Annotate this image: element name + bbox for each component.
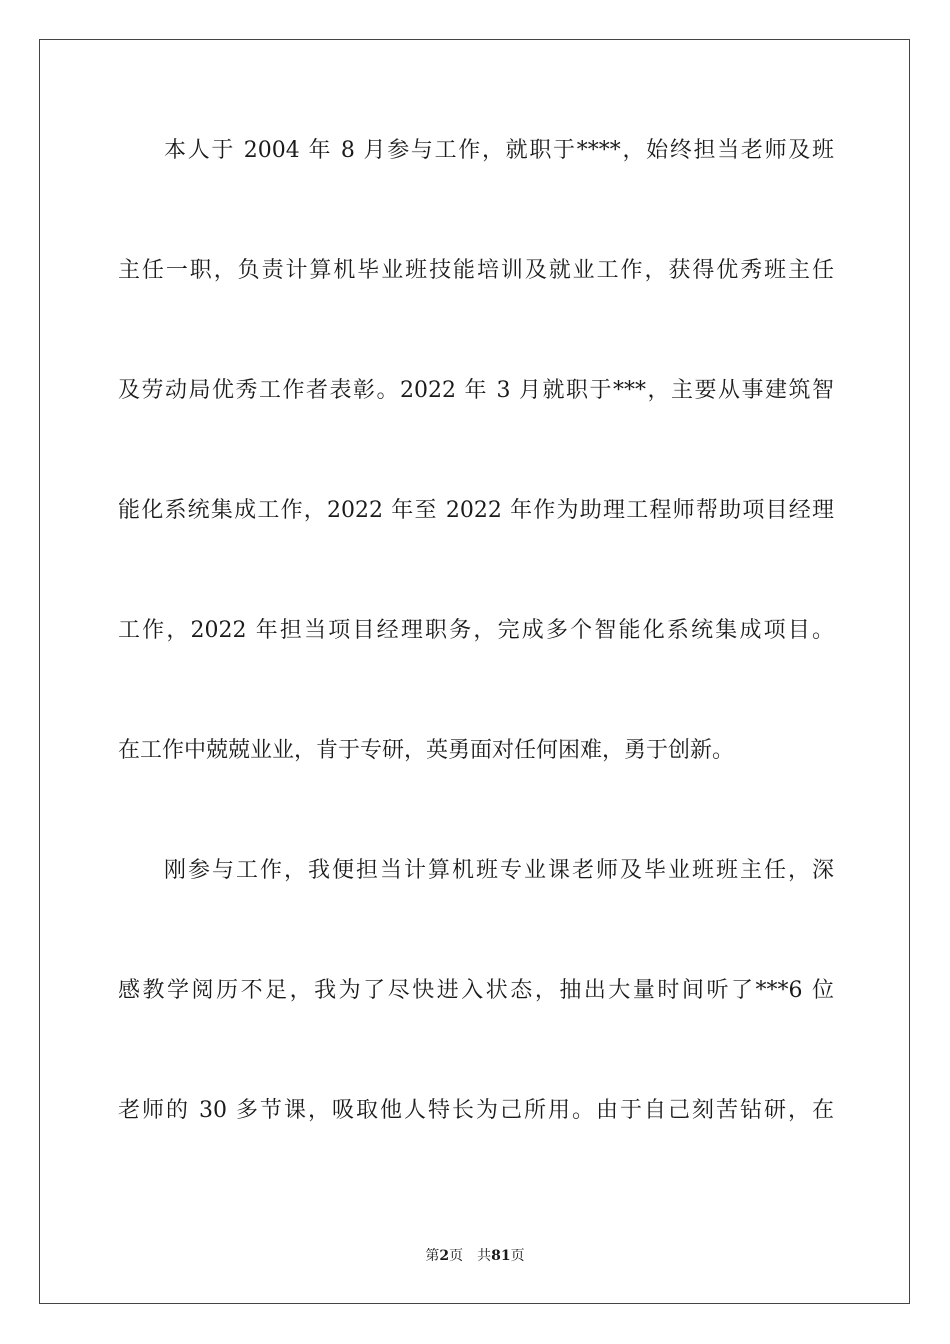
page-number: 2 [439, 1248, 450, 1264]
paragraph-2-line-2: 感教学阅历不足，我为了尽快进入状态，抽出大量时间听了***6 位 [118, 978, 834, 1003]
paragraph-1-line-3: 及劳动局优秀工作者表彰。2022 年 3 月就职于***，主要从事建筑智 [118, 378, 834, 403]
page-suffix: 页 [449, 1248, 464, 1264]
page-footer [0, 1246, 950, 1266]
paragraph-2-line-3: 老师的 30 多节课，吸取他人特长为己所用。由于自己刻苦钻研，在 [118, 1098, 834, 1123]
total-suffix: 页 [510, 1248, 525, 1264]
total-prefix: 共 [477, 1248, 492, 1264]
paragraph-1-line-5: 工作，2022 年担当项目经理职务，完成多个智能化系统集成项目。 [118, 618, 834, 643]
paragraph-2-line-1: 刚参与工作，我便担当计算机班专业课老师及毕业班班主任，深 [164, 858, 834, 883]
paragraph-1-line-2: 主任一职，负责计算机毕业班技能培训及就业工作，获得优秀班主任 [118, 258, 834, 283]
paragraph-1-line-6: 在工作中兢兢业业，肯于专研，英勇面对任何困难，勇于创新。 [118, 738, 735, 763]
paragraph-1-line-1: 本人于 2004 年 8 月参与工作，就职于****，始终担当老师及班 [164, 138, 834, 163]
total-pages: 81 [491, 1248, 511, 1264]
paragraph-1-line-4: 能化系统集成工作，2022 年至 2022 年作为助理工程师帮助项目经理 [118, 498, 834, 523]
page-prefix: 第 [425, 1248, 440, 1264]
